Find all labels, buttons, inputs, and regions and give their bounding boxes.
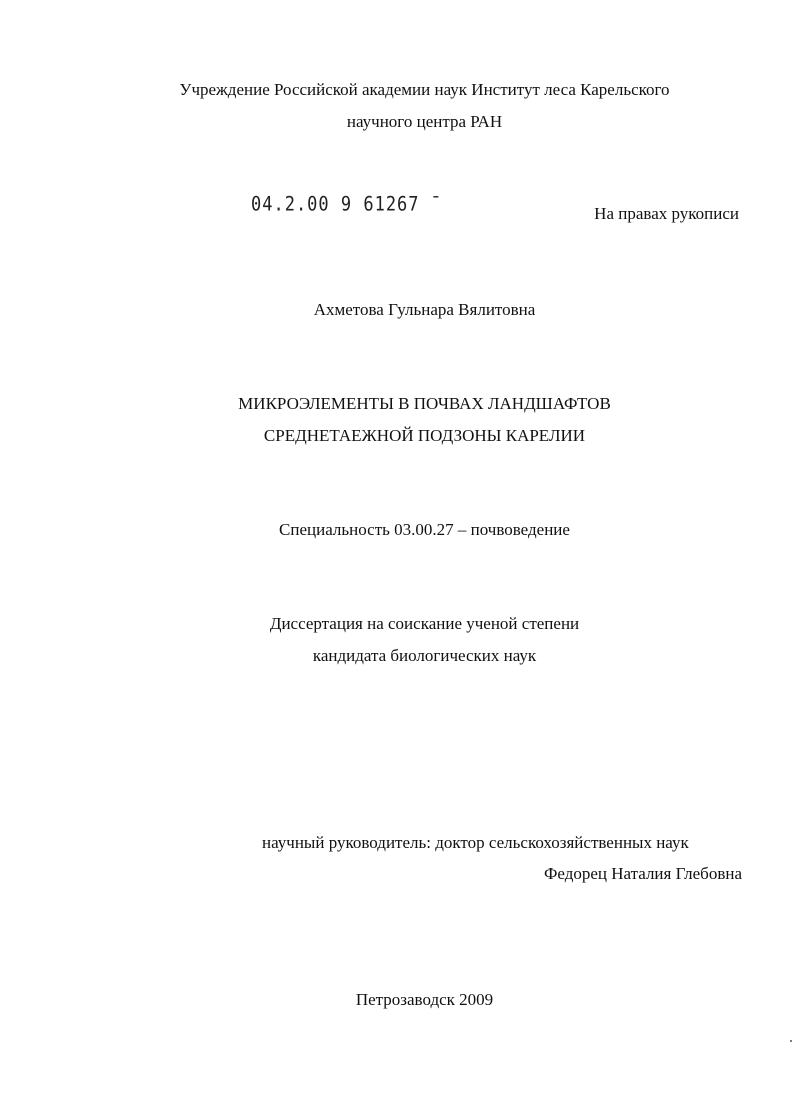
scan-speck bbox=[790, 1040, 792, 1042]
registration-stamp: 04.2.00 9 61267 ˉ bbox=[251, 193, 442, 216]
specialty: Специальность 03.00.27 – почвоведение bbox=[279, 520, 570, 539]
degree-line-2: кандидата биологических наук bbox=[312, 646, 537, 665]
dissertation-title-line-2: СРЕДНЕТАЕЖНОЙ ПОДЗОНЫ КАРЕЛИИ bbox=[263, 426, 586, 445]
institution-line-2: научного центра РАН bbox=[346, 112, 503, 131]
supervisor-name: Федорец Наталия Глебовна bbox=[543, 864, 742, 883]
city-year: Петрозаводск 2009 bbox=[355, 990, 494, 1009]
degree-line-1: Диссертация на соискание ученой степени bbox=[269, 614, 580, 633]
author-name: Ахметова Гульнара Вялитовна bbox=[313, 300, 536, 319]
supervisor-label: научный руководитель: доктор сельскохозяйственных наук bbox=[262, 833, 689, 852]
dissertation-title-line-1: МИКРОЭЛЕМЕНТЫ В ПОЧВАХ ЛАНДШАФТОВ bbox=[238, 394, 611, 413]
rights-note: На правах рукописи bbox=[594, 204, 739, 223]
institution-line-1: Учреждение Российской академии наук Институт леса Карельского bbox=[179, 80, 670, 99]
